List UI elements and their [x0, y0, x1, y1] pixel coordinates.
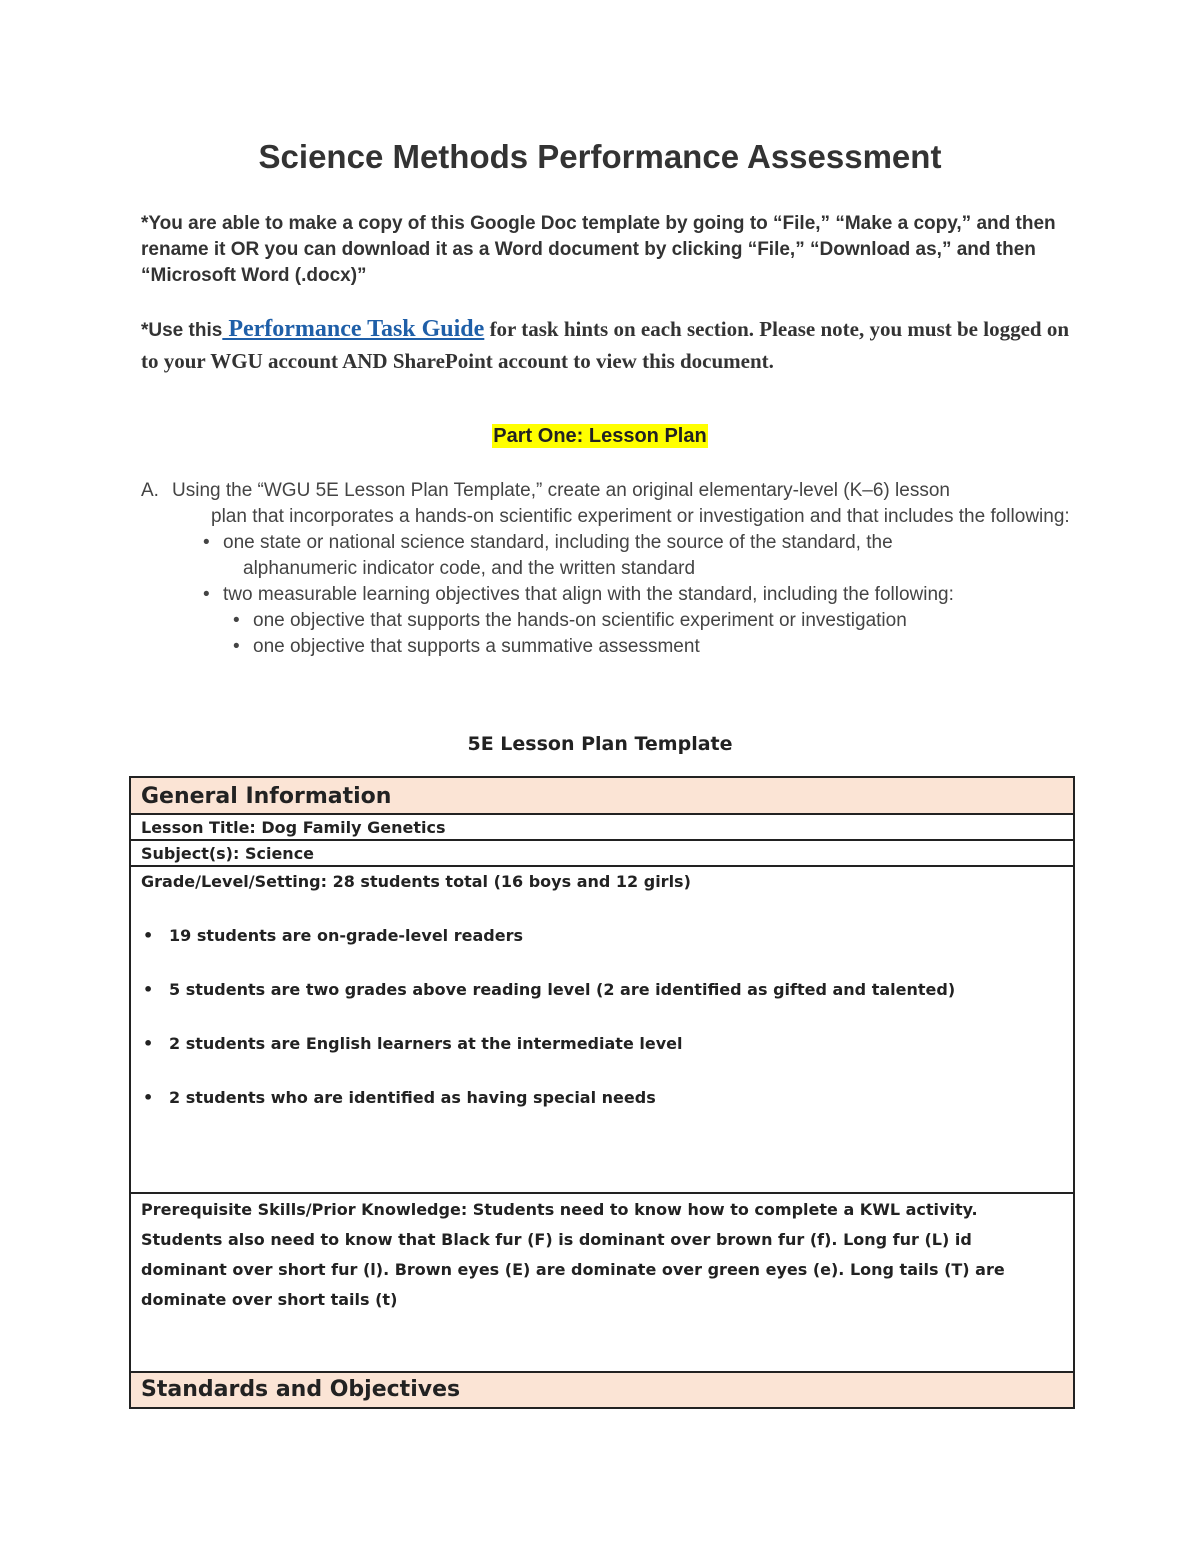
bullet-icon: •	[233, 610, 240, 631]
grade-level-setting-row[interactable]	[131, 867, 1073, 1194]
part-one-heading-text: Part One: Lesson Plan	[493, 425, 707, 447]
grade-level-setting-text: Grade/Level/Setting: 28 students total (16 boys and 12 girls)	[141, 872, 691, 891]
requirement-a	[141, 478, 1071, 660]
list-item	[141, 979, 1063, 1001]
list-item	[141, 1087, 1063, 1109]
requirement-sub-bullet-text: one objective that supports a summative assessment	[253, 636, 700, 657]
requirement-a-line	[141, 478, 1071, 504]
bullet-icon: •	[143, 1088, 154, 1107]
guide-note-prefix: *Use this	[141, 320, 223, 341]
template-title: 5E Lesson Plan Template	[467, 733, 733, 755]
performance-task-guide-link[interactable]: Performance Task Guide	[222, 316, 485, 342]
requirement-bullet-continuation: alphanumeric indicator code, and the written standard	[243, 558, 696, 579]
list-item-text: 2 students are English learners at the intermediate level	[169, 1034, 683, 1053]
bullet-icon: •	[203, 532, 210, 553]
prerequisite-skills-row[interactable]: Prerequisite Skills/Prior Knowledge: Students need to know how to complete a KWL activity. Students also need to know that Black fur (F) is dominant over brown fur (f). Long fur (L) id dominant over short fur (l). Brown eyes (E) are dominate over green eyes (e). Long tails (T) are dominate over short tails (t)	[131, 1194, 1073, 1373]
requirement-sub-bullet	[141, 634, 1071, 660]
bullet-icon: •	[233, 636, 240, 657]
requirement-a-label: A.	[141, 480, 159, 501]
copy-instructions: *You are able to make a copy of this Google Doc template by going to “File,” “Make a copy,” and then rename it OR you can download it as a Word document by clicking “File,” “Download as,” and then “Microsoft Word (.docx)”	[141, 213, 1056, 286]
bullet-icon: •	[143, 926, 154, 945]
bullet-icon: •	[203, 584, 210, 605]
requirement-a-continuation: plan that incorporates a hands-on scientific experiment or investigation and that includes the following:	[211, 506, 1070, 527]
requirement-bullet-text: one state or national science standard, including the source of the standard, the	[223, 532, 893, 553]
lesson-title-row[interactable]: Lesson Title: Dog Family Genetics	[131, 815, 1073, 841]
requirement-bullet	[141, 582, 1071, 608]
bullet-icon: •	[143, 980, 154, 999]
guide-note-suffix: for task hints on each section. Please note, you must be logged on to your WGU account AND SharePoint account to view this document.	[141, 317, 1070, 373]
requirement-bullet-text: two measurable learning objectives that align with the standard, including the following:	[223, 584, 954, 605]
standards-objectives-header: Standards and Objectives	[131, 1373, 1073, 1407]
lesson-plan-table	[129, 776, 1075, 1409]
list-item	[141, 1033, 1063, 1055]
general-information-header: General Information	[131, 778, 1073, 815]
list-item	[141, 925, 1063, 947]
requirement-bullet	[141, 530, 1071, 556]
list-item-text: 19 students are on-grade-level readers	[169, 926, 523, 945]
requirement-sub-bullet-text: one objective that supports the hands-on scientific experiment or investigation	[253, 610, 907, 631]
bullet-icon: •	[143, 1034, 154, 1053]
requirement-a-text: Using the “WGU 5E Lesson Plan Template,” create an original elementary-level (K–6) lesson	[172, 480, 950, 501]
list-item-text: 5 students are two grades above reading level (2 are identified as gifted and talented)	[169, 980, 956, 999]
document-title: Science Methods Performance Assessment	[258, 138, 942, 175]
subjects-row[interactable]: Subject(s): Science	[131, 841, 1073, 867]
part-one-heading	[0, 425, 1200, 448]
requirement-sub-bullet	[141, 608, 1071, 634]
list-item-text: 2 students who are identified as having special needs	[169, 1088, 656, 1107]
guide-note	[141, 314, 1091, 377]
